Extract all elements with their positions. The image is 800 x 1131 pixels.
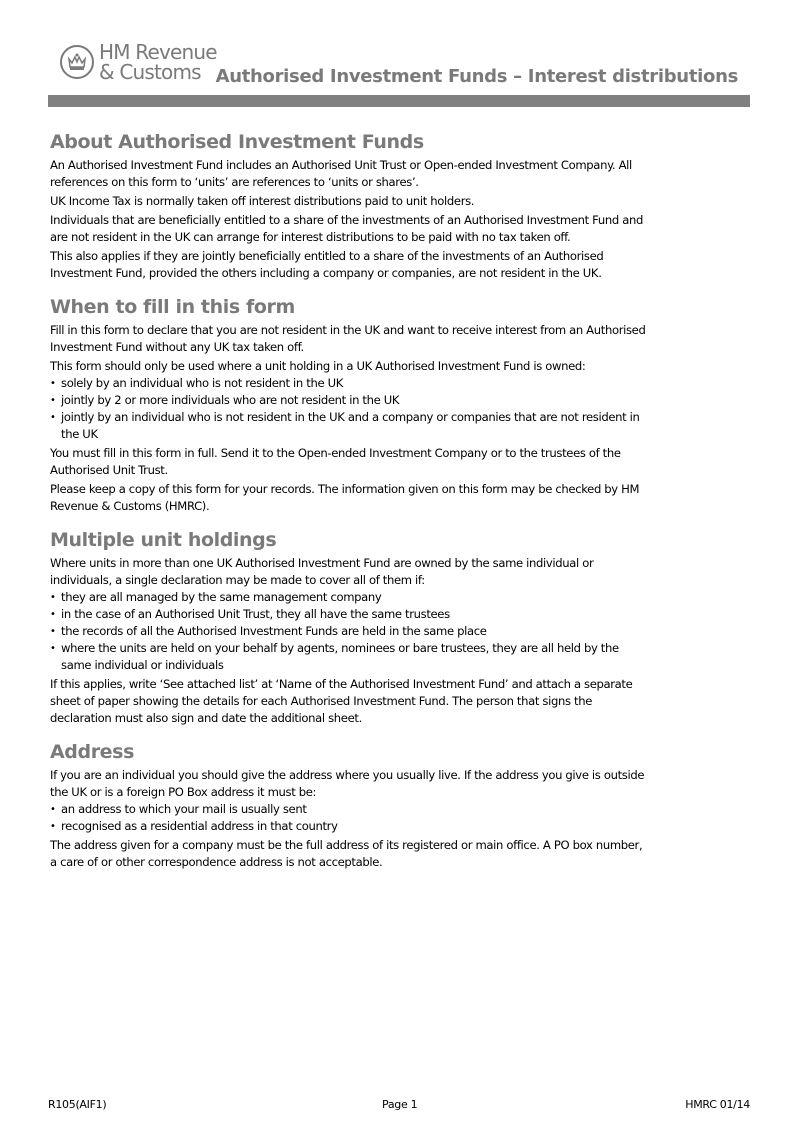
section-heading: About Authorised Investment Funds: [50, 131, 424, 153]
list-item: • the records of all the Authorised Investment Funds are held in the same place: [50, 623, 650, 640]
list-item: • jointly by an individual who is not resident in the UK and a company or companies that are not resident in the UK: [50, 409, 650, 443]
paragraph: This also applies if they are jointly beneficially entitled to a share of the investments of an Authorised Investment Fund, provided the others including a company or companies, are not resident in the UK.: [50, 249, 604, 280]
section-when-to-fill: [50, 295, 650, 515]
section-heading: When to fill in this form: [50, 296, 295, 318]
page-number: Page 1: [382, 1098, 418, 1111]
crown-crest-icon: [60, 45, 94, 79]
section-multiple-holdings: [50, 528, 650, 727]
page-header: [0, 0, 800, 110]
list-item: • they are all managed by the same management company: [50, 589, 650, 606]
paragraph: If you are an individual you should give the address where you usually live. If the address you give is outside the UK or is a foreign PO Box address it must be:: [50, 768, 645, 799]
list-item: • jointly by 2 or more individuals who are not resident in the UK: [50, 392, 650, 409]
paragraph: The address given for a company must be the full address of its registered or main office. A PO box number, a care of or other correspondence address is not acceptable.: [50, 838, 643, 869]
logo-line-1: HM Revenue: [99, 40, 217, 64]
paragraph: UK Income Tax is normally taken off interest distributions paid to unit holders.: [50, 194, 475, 208]
paragraph: This form should only be used where a unit holding in a UK Authorised Investment Fund is owned:: [50, 359, 586, 373]
hmrc-logo: [60, 42, 217, 82]
form-reference: R105(AIF1): [48, 1098, 107, 1111]
paragraph: Fill in this form to declare that you are not resident in the UK and want to receive interest from an Authorised Investment Fund without any UK tax taken off.: [50, 323, 646, 354]
paragraph: Please keep a copy of this form for your records. The information given on this form may be checked by HM Revenue & Customs (HMRC).: [50, 482, 640, 513]
bullet-list: [50, 375, 650, 443]
list-item: • where the units are held on your behalf by agents, nominees or bare trustees, they are all held by the same individual or individuals: [50, 640, 650, 674]
paragraph: An Authorised Investment Fund includes an Authorised Unit Trust or Open-ended Investment Company. All references on this form to ‘units’ are references to ‘units or shares’.: [50, 158, 632, 189]
bullet-list: [50, 801, 650, 835]
list-item: • an address to which your mail is usually sent: [50, 801, 650, 818]
document-body: [50, 130, 650, 884]
section-heading: Address: [50, 741, 134, 763]
form-version: HMRC 01/14: [685, 1098, 750, 1111]
document-title: Authorised Investment Funds – Interest distributions: [215, 66, 738, 87]
section-heading: Multiple unit holdings: [50, 529, 277, 551]
paragraph: Where units in more than one UK Authorised Investment Fund are owned by the same individual or individuals, a single declaration may be made to cover all of them if:: [50, 556, 594, 587]
bullet-list: [50, 589, 650, 674]
section-address: [50, 740, 650, 871]
list-item: • in the case of an Authorised Unit Trust, they all have the same trustees: [50, 606, 650, 623]
title-divider-bar: [48, 95, 750, 107]
paragraph: If this applies, write ‘See attached list’ at ‘Name of the Authorised Investment Fund’ and attach a separate sheet of paper showing the details for each Authorised Investment Fund. The person that signs the declaration must also sign and date the additional sheet.: [50, 677, 633, 725]
logo-line-2: & Customs: [99, 60, 201, 84]
paragraph: You must fill in this form in full. Send it to the Open-ended Investment Company or to the trustees of the Authorised Unit Trust.: [50, 446, 621, 477]
list-item: • recognised as a residential address in that country: [50, 818, 650, 835]
list-item: • solely by an individual who is not resident in the UK: [50, 375, 650, 392]
section-about: [50, 130, 650, 282]
paragraph: Individuals that are beneficially entitled to a share of the investments of an Authorised Investment Fund and are not resident in the UK can arrange for interest distributions to be paid with no tax taken off.: [50, 213, 643, 244]
